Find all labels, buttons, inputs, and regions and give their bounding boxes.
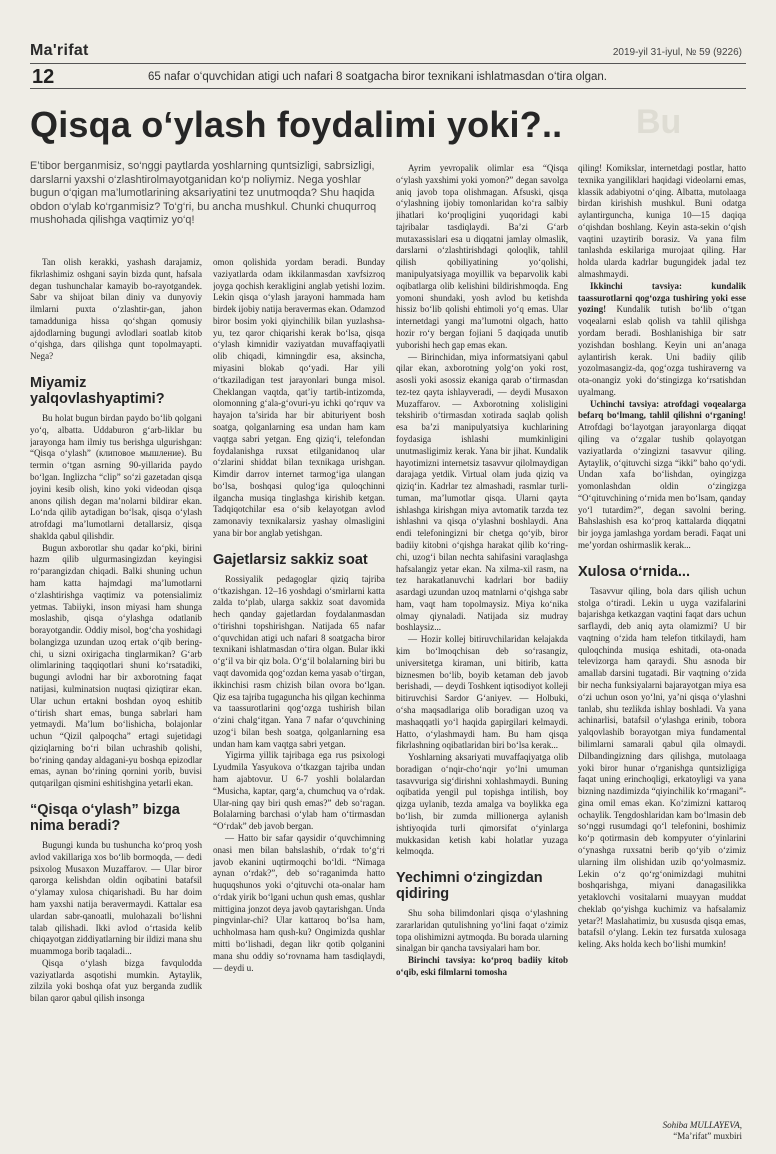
paragraph: — Hatto bir safar qaysidir o‘quvchimning onasi men bilan bahslashib, o‘rdak to‘g‘ri javob ekanini uqtirmoqchi bo‘ldi. “Nimaga aynan o‘rdak?”, deb so‘raganimda hatto huquqshunos yoki o‘qituvchi ota-onalar ham o‘rdak yirik bo‘lgani uchun qush emas, qushlar mittigina jonzot deya javob qaytarishgan. Unda pingvinlar-chi? Ular kattaroq bo‘lsa ham, uchholmasa ham qush-ku? Ongimizda qushlar mitti bo‘lishadi, degan likr qotib qolganini mana shu oddiy so‘rovnama ham tasdiqlaydi, — deydi u. <box>213 832 385 973</box>
column-4 <box>578 163 746 1113</box>
column-2 <box>213 257 385 1137</box>
article-lead: E’tibor berganmisiz, so‘nggi paytlarda yoshlarning quntsizligi, sabrsizligi, darslarni yaxshi o‘zlashtirolmayotganidan ko‘p noliymiz. Nega yoshlar bugun o‘qigan ma’lumotlarining aksariyatini tez unutmoqda? Shu haqida obdon o‘ylab ko‘rganmisiz? To‘g‘ri, bu ancha mushkul. Chunki chuqurroq mushohada qilishga vaqtimiz yo‘q! <box>30 160 377 227</box>
paragraph: — Birinchidan, miya informatsiyani qabul qilar ekan, axborotning yolg‘on yoki rost, asosli yoki asossiz ekaniga qarab o‘tirmasdan tez-tez qayta ishlayveradi, — deydi Musaxon Muzaffarov. — Axborotning xolisligini tekshirib o‘tirmasdan xotirada saqlab qolish esa ba’zi manipulyatsiya kuchlarining foydasiga ishlashi mumkinligini unutmasligimiz kerak. Yana bir jihat. Kundalik hayotimizni internetsiz tasavvur qilolmaydigan darajaga yetdik. Virtual olam juda qiziq va qiziq‘in. Kadrlar tez almashadi, rasmlar turli-tuman, ma’lumotlar qisqa. Ularni qayta ishlashga kirishgan miya avtomatik tarzda tez ishlashni va qisqa o‘ylashni boshlaydi. Ana endi telefoningizni bir chetga qo‘yib, biror badiiy kitobni o‘qishga harakat qilib ko‘ring-chi, uzog‘i bilan nechta sahifasini varaqlashga hafsalangiz yetar ekan. Na xilma-xil rasm, na tez harakatlanuvchi kadrlari bor badiiy asardagi uzundan uzoq matnlarni o‘qishga sabr ham, vaqt ham topolmaysiz. Miya ko‘nika olmay qiynaladi. Natijada siz mudray boshlaysiz... <box>396 351 568 633</box>
paragraph: Tan olish kerakki, yashash darajamiz, fikrlashimiz oshgani sayin bizda qunt, hafsala degan tushunchalar kamayib bo-rayotgandek. Sabr va shijoat bilan diniy va dunyoviy ilmlarni puxta o‘zlashtir-gan, jahon tamadduniga hissa qo‘shgan qomusiy ajdodlarning bugungi avlodlari soatlab kitob o‘qishga, dars qilishga qunt topolmayapti. Nega? <box>30 257 202 362</box>
byline <box>582 1120 742 1142</box>
header-rule-top <box>30 63 746 64</box>
issue-info: 2019-yil 31-iyul, № 59 (9226) <box>612 47 742 58</box>
tip-bold: Uchinchi tavsiya: atrofdagi voqealarga befarq bo‘lmang, tahlil qilishni o‘rganing! <box>578 398 746 421</box>
paragraph: Bu holat bugun birdan paydo bo‘lib qolgani yo‘q, albatta. Uddaburon g‘arb-liklar bu jarayonga ham ilmiy tus berishga ulgurishgan: “Qisqa o‘ylash” (клиповое мышление). Bu termin o‘tgan asrning 90-yillarida paydo bo‘lgan. Inglizcha “clip” so‘zi gazetadan qisqa joyini kesib olish, kino yoki videodan qisqa anons qilish degan ma’nolarni bildirar ekan. Lo‘nda qilib aytadigan bo‘lsak, qisqa o‘ylash atrofdagi ma’lumotlarni detallarsiz, qisqa shaklda qabul qilishdir. <box>30 413 202 541</box>
subheading: Yechimni o‘zingizdan qidiring <box>396 870 543 903</box>
paragraph: omon qolishida yordam beradi. Bunday vaziyatlarda odam ikkilanmasdan xavfsizroq joyga qochish kerakligini anglab yetishi lozim. Lekin qisqa o‘ylash jarayoni hammada ham birdek ijobiy natija beravermas ekan. Odamzod biror bosim yoki qiyinchilik bilan yuzlashsa-yu, tez qaror chiqarishi kerak bo‘lsa, qisqa o‘ylash kimnidir vaziyatdan muvaffaqiyatli olib chiqadi, kimningdir esa, aksincha, miyasini blokab qo‘yadi. Har yili o‘tkaziladigan test jarayonlari bunga misol. Cheklangan vaqtda, qat’iy tartib-intizomda, olomonning g‘ala-g‘ovuri-yu ichki qo‘rquv va hayajon ta’sirida har bir abituriyent bosh soatga, qolganlarning esa undan ham kam vaqtga sabri yetgan. Eng qiziq‘i, telefondan foydalanishga ruxsat etilganidanoq ular o‘zlarini shiddat bilan texnikaga urishgan. Kimdir darrov internet tarmog‘iga ulangan bo‘lsa, boshqasi qulog‘iga quloqchinni ilgancha musiqa tinglashga kirishib ketgan. Tadqiqotchilar esa o‘sib kelayotgan avlod zamonaviy texnikalarsiz yashay olmasligini yana bir bor anglab yetishgan. <box>213 257 385 538</box>
paragraph: Bugun axborotlar shu qadar ko‘pki, birini hazm qilib ulgurmasingizdan keyingisi ro‘parangizdan chiqadi. Balki shuning uchun ham katta hajmdagi ma’lumotlarni o‘zlashtirishga vaqtimiz va potensialimiz yetmas. Tabiiyki, inson miyasi ham shunga moslashib, qisqa o‘ylashga odatlanib borayotgandir. Oddiy misol, bog‘cha yoshidagi bolangizga uzundan uzoq ertak o‘qib bering-chi, u sizni oxirigacha tinglarmikan? G‘arb olimlarining taqqiqotlari shuni ko‘rsatadiki, bugungi avlodni har bir axborotning faqat natijasi, kulminatsion nuqtasi qiziqtirar ekan. Ular uchun ertakni boshdan oyoq eshitib o‘tirish shart emas, bunga sabrlari ham yetmaydi. Ma’lum bo‘lishicha, bolajonlar uchun “Qizil qalpoqcha” ertagi sujetidagi qiziqlarning bo‘ri bilan uchrashib qolishi, bo‘rining qanday aldagani-yu boshqa epizodlar emas, aynan bo‘rining qornini yorib, buvisi qutqarilgan qismini eshitishgina yetarli ekan. <box>30 542 202 789</box>
column-1 <box>30 257 202 1137</box>
paragraph <box>578 281 746 399</box>
masthead-title: Ma'rifat <box>30 42 89 59</box>
running-header: 65 nafar o‘quvchidan atigi uch nafari 8 soatgacha biror texnikani ishlatmasdan o‘tira olgan. <box>148 71 608 83</box>
tip-text: Atrofdagi bo‘layotgan jarayonlarga diqqat qiling va o‘zgalar tushib qolayotgan vaziyatlarda o‘zingizni tasavvur qiling. Aytaylik, o‘qituvchi sizga “ikki” baho qo‘ydi. Undan xafa bo‘lishdan, oyingizga yomonlashdan oldin o‘zingizga “O‘qituvchining o‘rnida men bo‘lsam, qanday yo‘l tutardim?”, degan savolni bering. Bahslashish esa ko‘proq kattalarda diqqatni bir joyga jamlashga yordam beradi. Faqat uni me’yordan oshirmaslik kerak... <box>578 422 746 550</box>
tip-bold: Birinchi tavsiya: ko‘proq badiiy kitob o‘qib, eski filmlarni tomosha <box>396 955 568 977</box>
page-number: 12 <box>32 66 55 88</box>
header-rule-bottom <box>30 88 746 89</box>
paragraph: Yoshlarning aksariyati muvaffaqiyatga olib boradigan o‘nqir-cho‘nqir yo‘lni umuman tasavvuriga sig‘dirishni xohlashmaydi. Buning oqibatida yengil pul topishga intilish, boy qizga uylanib, tezda amalga va boylikka ega bo‘lish, bir zumda millionerga aylanish ishtiyoqida turli qimorsifat o‘yinlarga mukkasidan ketish kabi holatlar yuzaga kelmoqda. <box>396 752 568 857</box>
paragraph: Ayrim yevropalik olimlar esa “Qisqa o‘ylash yaxshimi yoki yomon?” degan savolga aniq javob topa olishmagan. Afsuski, qisqa o‘ylashning ijobiy tomonlaridan ko‘ra salbiy jihatlari ko‘proqligini yuqoridagi kabi tajribalar tasdiqlaydi. Ba’zi G‘arb mutaxassislari esa u diqqatni jamlay olmaslik, darslarni o‘zlashtirishdagi qoloqlik, tahlil qilish qobiliyatining yo‘qolishi, manipulyatsiyaga moyillik va beparvolik kabi oqibatlarga olib kelishini bildirishmoqda. Eng yomoni shundaki, yosh avlod bu ketishda hissiz bo‘lib qolishi ehtimoli yo‘q emas. Ular internetdagi yangi ma’lumotni olgach, hatto hozir ro‘y bergan fojiani 5 daqiqada unutib yuborishi hech gap emas ekan. <box>396 163 568 350</box>
subheading: “Qisqa o‘ylash” bizga nima beradi? <box>30 802 180 835</box>
paragraph: Shu soha bilimdonlari qisqa o‘ylashning zararlaridan qutulishning yo‘lini faqat o‘zimiz topa olishimizni aytmoqda. Bu borada ularning sinalgan bir qancha tavsiyalari ham bor. <box>396 908 568 954</box>
paragraph: Bugungi kunda bu tushuncha ko‘proq yosh avlod vakillariga xos bo‘lib bormoqda, — dedi psixolog Musaxon Muzaffarov. — Ular biror qarorga kelishdan oldin oqibatini batafsil o‘ylamay xulosa chiqarishadi. Bu har doim ham yaxshi natija beravermaydi. Kattalar esa ulardan sabr-qanoatli, mulohazali bo‘lishni talab qilishadi. Ikki avlod o‘rtasida kelib chiqayotgan ziddiyatlarning bir ildizi mana shu muammoga borib taqaladi... <box>30 840 202 957</box>
paragraph: Qisqa o‘ylash bizga favqulodda vaziyatlarda asqotishi mumkin. Aytaylik, zilzila yoki boshqa ofat yuz berganda zudlik bilan qaror qabul qilish insonga <box>30 957 202 1004</box>
byline-role: “Ma’rifat” muxbiri <box>673 1131 742 1141</box>
column-3 <box>396 163 568 1138</box>
headline-ghost: Bu <box>636 103 682 141</box>
subheading: Gajetlarsiz sakkiz soat <box>213 551 368 568</box>
tip-text: Kundalik tutish bo‘lib o‘tgan voqealarni eslab qolish va tahlil qilishga yordam beradi. Boshlanishiga bir satr yozishdan boshlang. Keyin uni an’anaga aylantirish kerak. Uni badiiy qilib yozolmasangiz-da, qog‘ozga tushiraverng va ota-onangiz yoki do‘stingizga ko‘rsatishdan uyalmang. <box>578 304 746 397</box>
paragraph: — Hozir kollej bitiruvchilaridan kelajakda kim bo‘lmoqchisan deb so‘rasangiz, universitetga kiraman, uni bitirib, katta biznesmen bo‘lib, boyib ketaman deb javob berishadi, — deydi Toshkent iqtisodiyot kolleji bitiruvchisi Sardor G‘aniyev. — Holbuki, o‘sha maqsadlariga olib boradigan uzoq va mashaqqatli yo‘l haqida gapirgilari kelmaydi. Hatto, o‘ylashmaydi ham. Bu ham qisqa fikrlashning oqibatlaridan biri bo‘lsa kerak... <box>396 634 568 751</box>
paragraph: qiling! Komikslar, internetdagi postlar, hatto texnika yangiliklari haqidagi videolarni emas, klassik adabiyotni o‘qing. Albatta, mutolaaga birdan kirishish mushkul. Buni odatga aylantirguncha, kuniga 10—15 daqiqa o‘qishdan boshlang. Keyin asta-sekin o‘qish vaqtini uzaytirib borasiz. Va yana film tanlashda eskilariga murojaat qiling. Har holda ularda kadrlar bugungidek jadal tez almashmaydi. <box>578 163 746 280</box>
article-headline: Qisqa o‘ylash foydalimi yoki?.. <box>30 104 563 145</box>
subheading: Xulosa o‘rnida... <box>578 563 690 580</box>
paragraph: Tasavvur qiling, bola dars qilish uchun stolga o‘tiradi. Lekin u uyga vazifalarini bajarishga ketkazgan vaqtini faqat dars uchun sarflaydi, deb aniq ayta olamizmi? U bir vaqtning o‘zida ham telefon titkilaydi, ham quloqchinda musiqa eshitadi, ota-onada televizorga ham qaraydi. Shu asnoda bir amallab darsini tugatadi. Bir vaqtning o‘zida bir necha funksiyalarni bajarayotgan miya esa o‘zi uchun oson yo‘lni, ya’ni qisqa o‘ylashni tanlab, shu tezlikda ishlay boshladi. Va yana achinarlisi, batafsil o‘ylashga erinib, tobora yalqovlashib borayotgan miya fundamental bilimlarni samarali qabul qila olmaydi. Dilbandingizning dars qilishga, mutolaaga yoki biror hunar o‘rganishga quntsizligiga faqat uning erinchoqligi, erkatoyligi va yana bizning nazdimizda “qiyinchilik ko‘rmagani”-gina omil emas ekan. Ko‘zimizni kattaroq ochaylik. Tengdoshlaridan kam bo‘lmasin deb so‘nggi rusumdagi qo‘l telefonini, boshimiz ko‘p qotirmasin deb kompyuter o‘yinlarini o‘ynashga ruxsatni berib qo‘yib o‘zimiz ularning ilm olishidan uzib qo‘yolmasmiz. Lekin o‘z qo‘rg‘onimizdagi muhitni boshqarishga, miyani danagasilikka yetaklovchi vositalarni muayyan muddat cheklab qo‘yishga kuchimiz va hafsalamiz yetar?! Maslahatimiz, bu xususda qisqa emas, batafsil o‘ylang. Lekin tez fursatda xulosaga keling. Aks holda kech bo‘lishi mumkin! <box>578 585 746 950</box>
paragraph: Rossiyalik pedagoglar qiziq tajriba o‘tkazishgan. 12–16 yoshdagi o‘smirlarni katta zalda to‘plab, ularga sakkiz soat davomida hech qanday gajetlardan foydalanmasdan o‘tirishni topshirishgan. Natijada 65 nafar o‘quvchidan atigi uch nafari 8 soatgacha biror texnikani ishlatmasdan o‘tira olgan. Bular ikki o‘g‘il va bir qiz bola. O‘g‘il bolalarning biri bu vaqt davomida qog‘ozdan kema yasab o‘tirgan, ikkinchisi rasm chizish bilan ovora bo‘lgan. Qiz esa tajriba tugaguncha his qilgan kechinma va taassurotlarini qog‘ozga tushirish bilan o‘zini chalg‘itgan. Yana 7 nafar o‘quvchining uzog‘i bilan besh soatga, qolganlarning esa undan ham kam vaqtga sabri yetgan. <box>213 573 385 749</box>
subheading: Miyamiz yalqovlashyaptimi? <box>30 375 165 408</box>
paragraph: Yigirma yillik tajribaga ega rus psixologi Lyudmila Yasyukova o‘tkazgan tajriba undan ham ajabtovur. U 6-7 yoshli bolalardan “Musicha, kaptar, qarg‘a, chumchuq va o‘rdak. Ular-ning qay biri qush emas?” deb so‘ragan. Bolalarning barchasi o‘ylab ham o‘tirmasdan “O‘rdak” deb javob bergan. <box>213 750 385 832</box>
paragraph <box>578 399 746 552</box>
tip-bold: Ikkinchi tavsiya: kundalik taassurotlarni qog‘ozga tushiring yoki esse yozing! <box>578 280 746 315</box>
paragraph <box>396 955 568 979</box>
byline-author: Sohiba MULLAYEVA, <box>662 1120 742 1130</box>
